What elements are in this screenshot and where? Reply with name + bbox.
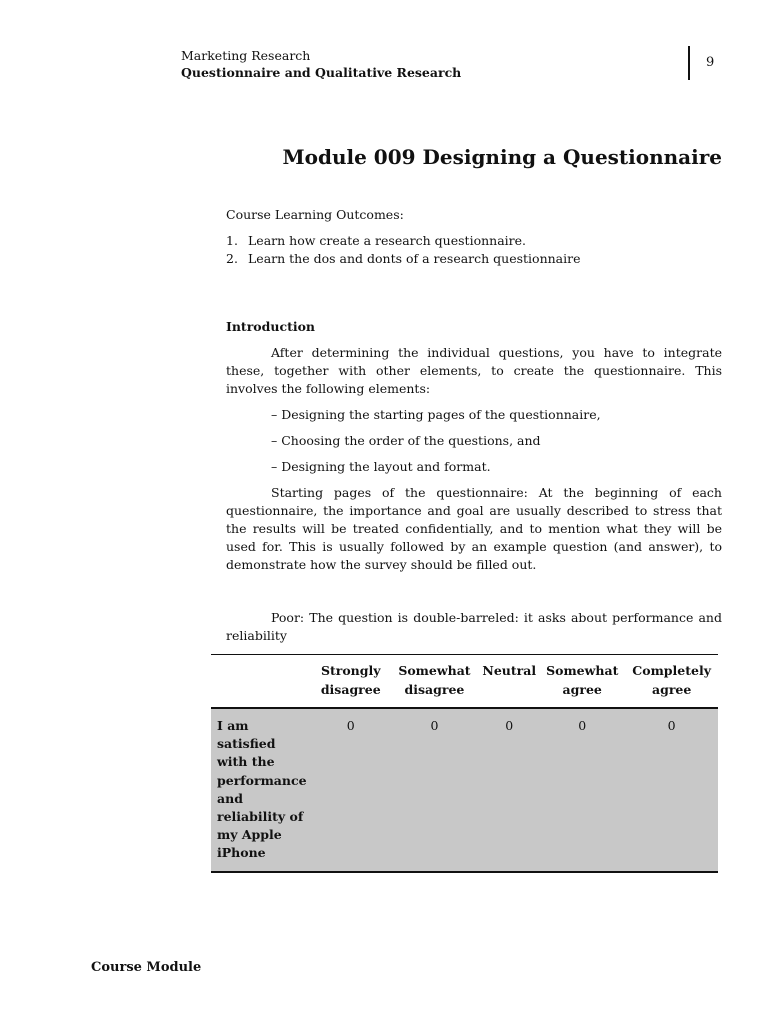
intro-paragraph: After determining the individual questions, you have to integrate these, together with other elements, to create the questionnaire. This involves the following elements: [226, 345, 722, 396]
list-number: 1. [226, 233, 238, 248]
table-cell: 0 [505, 718, 514, 733]
starting-pages-paragraph: Starting pages of the questionnaire: At the beginning of each questionnaire, the importance and goal are usually described to stress that the results will be treated confidentially, and to mention what they will be used for. This is usually followed by an example question (and answer), to demonstrate how the survey should be filled out. [226, 485, 722, 572]
table-cell: 0 [578, 718, 587, 733]
table-cell: 0 [667, 718, 676, 733]
bullet-item: – Designing the layout and format. [271, 459, 491, 474]
likert-table [211, 654, 718, 873]
course-name: Marketing Research [181, 48, 311, 63]
table-row [211, 708, 718, 872]
outcomes-list [226, 232, 722, 268]
introduction-section [226, 318, 722, 574]
list-text: Learn the dos and donts of a research questionnaire [248, 251, 581, 266]
list-item [226, 250, 722, 268]
running-header [181, 47, 461, 81]
example-caption: Poor: The question is double-barreled: it asks about performance and reliability [226, 610, 722, 643]
header-subtitle: Questionnaire and Qualitative Research [181, 65, 462, 80]
column-header [211, 655, 312, 709]
introduction-heading: Introduction [226, 319, 316, 334]
bullet-item: – Designing the starting pages of the questionnaire, [271, 407, 601, 422]
header-divider [688, 46, 690, 80]
bullet-item: – Choosing the order of the questions, and [271, 433, 541, 448]
column-header: Completely agree [632, 663, 711, 697]
table-cell: 0 [430, 718, 439, 733]
list-number: 2. [226, 251, 238, 266]
module-title: Module 009 Designing a Questionnaire [282, 145, 722, 169]
row-label: I am satisfied with the performance and reliability of my Apple iPhone [217, 718, 307, 861]
example-caption-block [226, 609, 722, 645]
column-header: Somewhat agree [546, 663, 619, 697]
page-number: 9 [706, 55, 715, 70]
table-cell: 0 [346, 718, 355, 733]
column-header: Strongly disagree [320, 663, 381, 697]
list-item [226, 232, 722, 250]
column-header: Somewhat disagree [398, 663, 471, 697]
outcomes-heading: Course Learning Outcomes: [226, 207, 404, 222]
list-text: Learn how create a research questionnaire. [248, 233, 526, 248]
learning-outcomes [226, 206, 722, 268]
footer-label: Course Module [91, 960, 202, 975]
column-header: Neutral [482, 663, 537, 678]
table-header-row [211, 655, 718, 709]
